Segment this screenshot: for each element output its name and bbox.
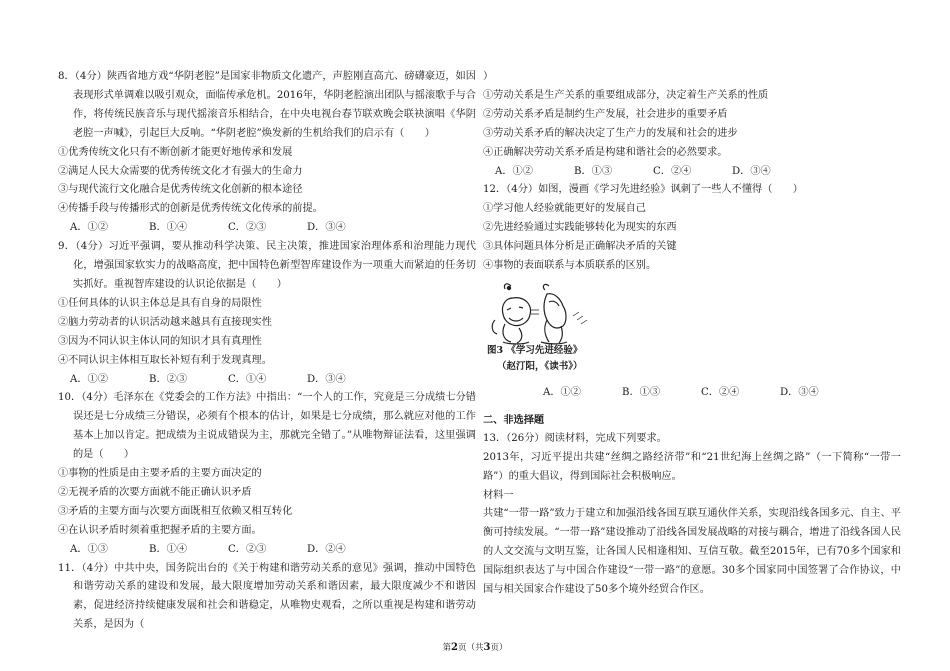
question-11-stem: 11．（4分）中共中央，国务院出台的《关于构建和谐劳动关系的意见》强调，推动中国特色和谐劳动关系的建设和发展，最大限度增加劳动关系和谐因素，最大限度减少不和谐因素，促进经济持续健康发展和社会和谐稳定，从唯物史观看，之所以重视是构建和谐劳动关系，是因为（ bbox=[58, 562, 476, 631]
q12-option-c[interactable]: C．②④ bbox=[701, 386, 740, 398]
q12-option-a[interactable]: A．①② bbox=[543, 386, 581, 398]
q8-option-d[interactable]: D．③④ bbox=[307, 222, 346, 234]
q11-stem-end: ） bbox=[483, 71, 494, 82]
footer-total-pages: 3 bbox=[483, 642, 491, 653]
q8-statement-3: ③与现代流行文化融合是优秀传统文化创新的根本途径 bbox=[58, 184, 303, 196]
question-10-stem: 10．（4分）毛泽东在《党委会的工作方法》中指出：“一个人的工作，究竟是三分成绩七分错误还是七分成绩三分错误，必须有个根本的估计，如果是七分成绩，那么就应对他的工作基本上加以肯定。把成绩为主说成错误为主，那就完全错了。”从唯物辩证法看，这里强调的是（ ） bbox=[58, 392, 476, 461]
right-column bbox=[483, 68, 901, 600]
page-footer bbox=[0, 641, 950, 653]
q11-statement-4: ④正确解决劳动关系矛盾是构建和谐社会的必然要求。 bbox=[483, 146, 728, 158]
q9-statement-1: ①任何具体的认识主体总是具有自身的局限性 bbox=[58, 297, 262, 309]
q10-statement-4: ④在认识矛盾时须着重把握矛盾的主要方面。 bbox=[58, 524, 262, 536]
q8-option-b[interactable]: B．①④ bbox=[149, 222, 188, 234]
q9-option-c[interactable]: C．①④ bbox=[228, 373, 267, 385]
q8-statement-2: ②满足人民大众需要的优秀传统文化才有强大的生命力 bbox=[58, 165, 303, 177]
q8-option-a[interactable]: A．①② bbox=[70, 222, 108, 234]
q8-statement-4: ④传播手段与传播形式的创新是优秀传统文化传承的前提。 bbox=[58, 203, 323, 215]
question-13-stem: 13．（26分）阅读材料，完成下列要求。 bbox=[483, 432, 667, 444]
q11-option-b[interactable]: B．①③ bbox=[574, 165, 613, 177]
q8-statement-1: ①优秀传统文化只有不断创新才能更好地传承和发展 bbox=[58, 146, 293, 158]
q10-options bbox=[58, 541, 476, 560]
q10-option-a[interactable]: A．①③ bbox=[70, 543, 108, 555]
q8-options bbox=[58, 219, 476, 238]
q11-option-c[interactable]: C．②④ bbox=[653, 165, 692, 177]
q10-option-c[interactable]: C．②③ bbox=[228, 543, 267, 555]
question-12-stem: 12．（4分）如图，漫画《学习先进经验》讽刺了一些人不懂得（ ） bbox=[483, 184, 803, 196]
question-9-stem: 9．（4分）习近平强调，要从推动科学决策、民主决策，推进国家治理体系和治理能力现代化，增强国家软实力的战略高度，把中国特色新型智库建设作为一项重大而紧迫的任务切实抓好。重视智库建设的认识论依据是（ ） bbox=[58, 241, 476, 290]
left-column bbox=[58, 68, 476, 635]
q10-option-d[interactable]: D．②④ bbox=[307, 543, 346, 555]
q13-material-text: 共建“一带一路”致力于建立和加强沿线各国互联互通伙伴关系，实现沿线各国多元、自主、平衡可持续发展。“一带一路”建设推动了沿线各国发展战略的对接与耦合，增进了沿线各国人民的人文交流与文明互鉴，让各国人民相逢相知、互信互敬。截至2015年，已有70多个国家和国际组织表达了与中国合作建设“一带一路”的意愿。30多个国家同中国签署了合作协议，中国与相关国家合作建设了50多个境外经贸合作区。 bbox=[483, 508, 901, 596]
q9-option-d[interactable]: D．③④ bbox=[307, 373, 346, 385]
footer-page-number: 2 bbox=[451, 642, 458, 653]
q12-option-d[interactable]: D．③④ bbox=[780, 386, 819, 398]
footer-prefix: 第 bbox=[442, 643, 452, 653]
q11-options bbox=[483, 163, 901, 182]
cartoon-drawing bbox=[483, 280, 603, 350]
q10-statement-2: ②无视矛盾的次要方面就不能正确认识矛盾 bbox=[58, 486, 252, 498]
q11-statement-3: ③劳动关系矛盾的解决决定了生产力的发展和社会的进步 bbox=[483, 127, 738, 139]
figure-caption-source: （赵汀阳，《读书》） bbox=[497, 360, 583, 372]
q9-statement-3: ③因为不同认识主体认同的知识才具有真理性 bbox=[58, 335, 262, 347]
footer-end: 页） bbox=[490, 643, 508, 653]
cartoon-figure bbox=[483, 276, 901, 376]
figure-caption-title: 图3 《学习先进经验》 bbox=[487, 344, 583, 356]
q8-option-c[interactable]: C．②③ bbox=[228, 222, 267, 234]
q9-option-a[interactable]: A．①② bbox=[70, 373, 108, 385]
section-title: 二、非选择题 bbox=[483, 413, 545, 426]
q10-statement-1: ①事物的性质是由主要矛盾的主要方面决定的 bbox=[58, 468, 262, 480]
q12-statement-4: ④事物的表面联系与本质联系的区别。 bbox=[483, 260, 657, 272]
question-8-stem: 8．（4分）陕西省地方戏“华阴老腔”是国家非物质文化遗产，声腔刚直高亢、磅礴豪迈，如因表现形式单调难以吸引观众，面临传承危机。2016年，华阴老腔演出团队与摇滚歌手与合作，将传统民族音乐与现代摇滚音乐相结合，在中央电视台春节联欢晚会联袂演唱《华阴老腔一声喊》，引起巨大反响。“华阴老腔”焕发新的生机给我们的启示有（ ） bbox=[58, 71, 476, 139]
q9-statement-4: ④不同认识主体相互取长补短有利于发现真理。 bbox=[58, 354, 272, 366]
q9-options bbox=[58, 371, 476, 390]
q11-statement-2: ②劳动关系矛盾是制约生产发展，社会进步的重要矛盾 bbox=[483, 108, 728, 120]
q13-intro: 2013年，习近平提出共建“丝绸之路经济带”和“21世纪海上丝绸之路”（一下简称“一带一路”）的重大倡议，得到国际社会积极响应。 bbox=[483, 451, 901, 482]
q11-statement-1: ①劳动关系是生产关系的重要组成部分，决定着生产关系的性质 bbox=[483, 89, 769, 101]
q11-option-a[interactable]: A．①② bbox=[495, 165, 533, 177]
q10-statement-3: ③矛盾的主要方面与次要方面既相互依赖又相互转化 bbox=[58, 505, 293, 517]
footer-middle: 页（共 bbox=[457, 643, 484, 653]
q9-statement-2: ②脑力劳动者的认识活动越来越具有直接现实性 bbox=[58, 316, 272, 328]
q12-options bbox=[483, 384, 901, 403]
q12-statement-1: ①学习他人经验就能更好的发展自己 bbox=[483, 203, 646, 215]
q12-statement-2: ②先进经验通过实践能够转化为现实的东西 bbox=[483, 222, 677, 234]
q12-statement-3: ③具体问题具体分析是正确解决矛盾的关键 bbox=[483, 241, 677, 253]
q13-material-label: 材料一 bbox=[483, 489, 514, 501]
q10-option-b[interactable]: B．①④ bbox=[149, 543, 188, 555]
q12-option-b[interactable]: B．①③ bbox=[622, 386, 661, 398]
q9-option-b[interactable]: B．②③ bbox=[149, 373, 188, 385]
q11-option-d[interactable]: D．③④ bbox=[732, 165, 771, 177]
